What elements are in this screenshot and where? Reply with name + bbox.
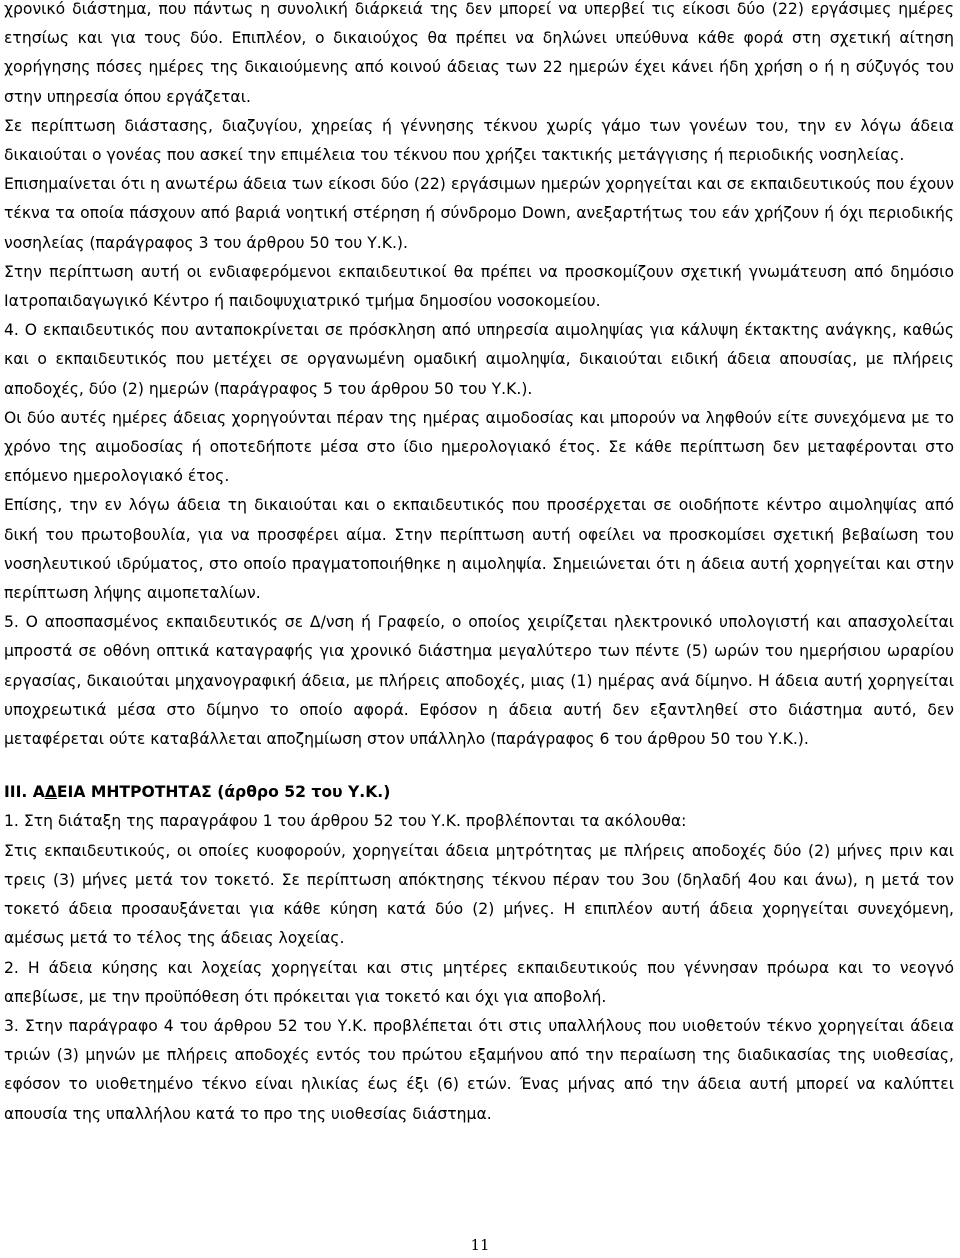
paragraph-separation-divorce: Σε περίπτωση διάστασης, διαζυγίου, χηρείας ή γέννησης τέκνου χωρίς γάμο των γονέων του, την εν λόγω άδεια δικαιούται ο γονέας που ασκεί την επιμέλεια του τέκνου που χρήζει τακτικής μετάγγισης ή περιοδικής νοσηλείας.: [4, 116, 954, 165]
heading-underlined-letter: Δ: [44, 783, 57, 802]
section-heading-maternity: [4, 778, 954, 807]
paragraph-premature-birth: 2. Η άδεια κύησης και λοχείας χορηγείται και στις μητέρες εκπαιδευτικούς που γέννησαν πρόωρα και το νεογνό απεβίωσε, με την προϋπόθεση ότι πρόκειται για τοκετό και όχι για αποβολή.: [4, 958, 954, 1006]
heading-suffix: ΕΙΑ ΜΗΤΡΟΤΗΤΑΣ (άρθρο 52 του Υ.Κ.): [56, 783, 391, 802]
paragraph-computer-leave: 5. Ο αποσπασμένος εκπαιδευτικός σε Δ/νση ή Γραφείο, ο οποίος χειρίζεται ηλεκτρονικό υπολογιστή και απασχολείται μπροστά σε οθόνη οπτικά καταγραφής για χρονικό διάστημα μεγαλύτερο των πέντε (5) ωρών του ημερήσιου ωραρίου εργασίας, δικαιούται μηχανογραφική άδεια, με πλήρεις αποδοχές, μιας (1) ημέρας ανά δίμηνο. Η άδεια αυτή χορηγείται υποχρεωτικά μέσα στο δίμηνο το οποίο αφορά. Εφόσον η άδεια αυτή δεν εξαντληθεί στο διάστημα αυτό, δεν μεταφέρεται ούτε καταβάλλεται αποζημίωση στον υπάλληλο (παράγραφος 6 του άρθρου 50 του Υ.Κ.).: [4, 613, 954, 749]
paragraph-blood-donation-initiative: Επίσης, την εν λόγω άδεια τη δικαιούται και ο εκπαιδευτικός που προσέρχεται σε οιοδήποτε κέντρο αιμοληψίας από δική του πρωτοβουλία, για να προσφέρει αίμα. Στην περίπτωση αυτή οφείλει να προσκομίσει σχετική βεβαίωση του νοσηλευτικού ιδρύματος, στο οποίο πραγματοποιήθηκε η αιμοληψία. Σημειώνεται ότι η άδεια αυτή χορηγείται και στην περίπτωση λήψης αιμοπεταλίων.: [4, 496, 954, 603]
heading-prefix: ΙΙΙ. Α: [4, 783, 45, 802]
paragraph-leave-duration: χρονικό διάστημα, που πάντως η συνολική διάρκειά της δεν μπορεί να υπερβεί τις είκοσι δύο (22) εργάσιμες ημέρες ετησίως και για τους δύο. Επιπλέον, ο δικαιούχος θα πρέπει να δηλώνει υπεύθυνα κάθε φορά στη σχετική αίτηση χορήγησης πόσες ημέρες της δικαιούμενης από κοινού άδειας των 22 ημερών έχει κάνει ήδη χρήση ο ή η σύζυγός του στην υπηρεσία όπου εργάζεται.: [4, 0, 954, 106]
document-page: [4, 0, 954, 1129]
paragraph-blood-donation: 4. Ο εκπαιδευτικός που ανταποκρίνεται σε πρόσκληση από υπηρεσία αιμοληψίας για κάλυψη έκτακτης ανάγκης, καθώς και ο εκπαιδευτικός που μετέχει σε οργανωμένη ομαδική αιμοληψία, δικαιούται ειδική άδεια απουσίας, με πλήρεις αποδοχές, δύο (2) ημερών (παράγραφος 5 του άρθρου 50 του Υ.Κ.).: [4, 321, 954, 398]
paragraph-adoption: 3. Στην παράγραφο 4 του άρθρου 52 του Υ.Κ. προβλέπεται ότι στις υπαλλήλους που υιοθετούν τέκνο χορηγείται άδεια τριών (3) μηνών με πλήρεις αποδοχές εντός του πρώτου εξαμήνου από την περαίωση της διαδικασίας της υιοθεσίας, εφόσον το υιοθετημένο τέκνο είναι ηλικίας έως έξι (6) ετών. Ένας μήνας από την άδεια αυτή μπορεί να καλύπτει απουσία της υπαλλήλου κατά το πρo της υιοθεσίας διάστημα.: [4, 1016, 954, 1123]
paragraph-maternity-leave: Στις εκπαιδευτικούς, οι οποίες κυοφορούν, χορηγείται άδεια μητρότητας με πλήρεις αποδοχές δύο (2) μήνες πριν και τρεις (3) μήνες μετά τον τοκετό. Σε περίπτωση απόκτησης τέκνου πέραν του 3ου (δηλαδή 4ου και άνω), η μετά τον τοκετό άδεια προσαυξάνεται για κάθε κύηση κατά δύο (2) μήνες. Η επιπλέον αυτή άδεια χορηγείται συνεχόμενη, αμέσως μετά το τέλος της άδειας λοχείας.: [4, 841, 954, 948]
paragraph-down-syndrome: Επισημαίνεται ότι η ανωτέρω άδεια των είκοσι δύο (22) εργάσιμων ημερών χορηγείται και σε εκπαιδευτικούς που έχουν τέκνα τα οποία πάσχουν από βαριά νοητική στέρηση ή σύνδρομο Down, ανεξαρτήτως του εάν χρήζουν ή όχι περιοδικής νοσηλείας (παράγραφος 3 του άρθρου 50 του Υ.Κ.).: [4, 175, 954, 252]
paragraph-maternity-intro: 1. Στη διάταξη της παραγράφου 1 του άρθρου 52 του Υ.Κ. προβλέπονται τα ακόλουθα:: [4, 812, 687, 831]
page-number: 11: [470, 1236, 490, 1254]
paragraph-blood-donation-days: Οι δύο αυτές ημέρες άδειας χορηγούνται πέραν της ημέρας αιμοδοσίας και μπορούν να ληφθούν είτε συνεχόμενα με το χρόνο της αιμοδοσίας ή οποτεδήποτε μέσα στο ίδιο ημερολογιακό έτος. Σε κάθε περίπτωση δεν μεταφέρονται στο επόμενο ημερολογιακό έτος.: [4, 408, 954, 486]
paragraph-medical-report: Στην περίπτωση αυτή οι ενδιαφερόμενοι εκπαιδευτικοί θα πρέπει να προσκομίζουν σχετική γνωμάτευση από δημόσιο Ιατροπαιδαγωγικό Κέντρο ή παιδοψυχιατρικό τμήμα δημοσίου νοσοκομείου.: [4, 262, 954, 311]
